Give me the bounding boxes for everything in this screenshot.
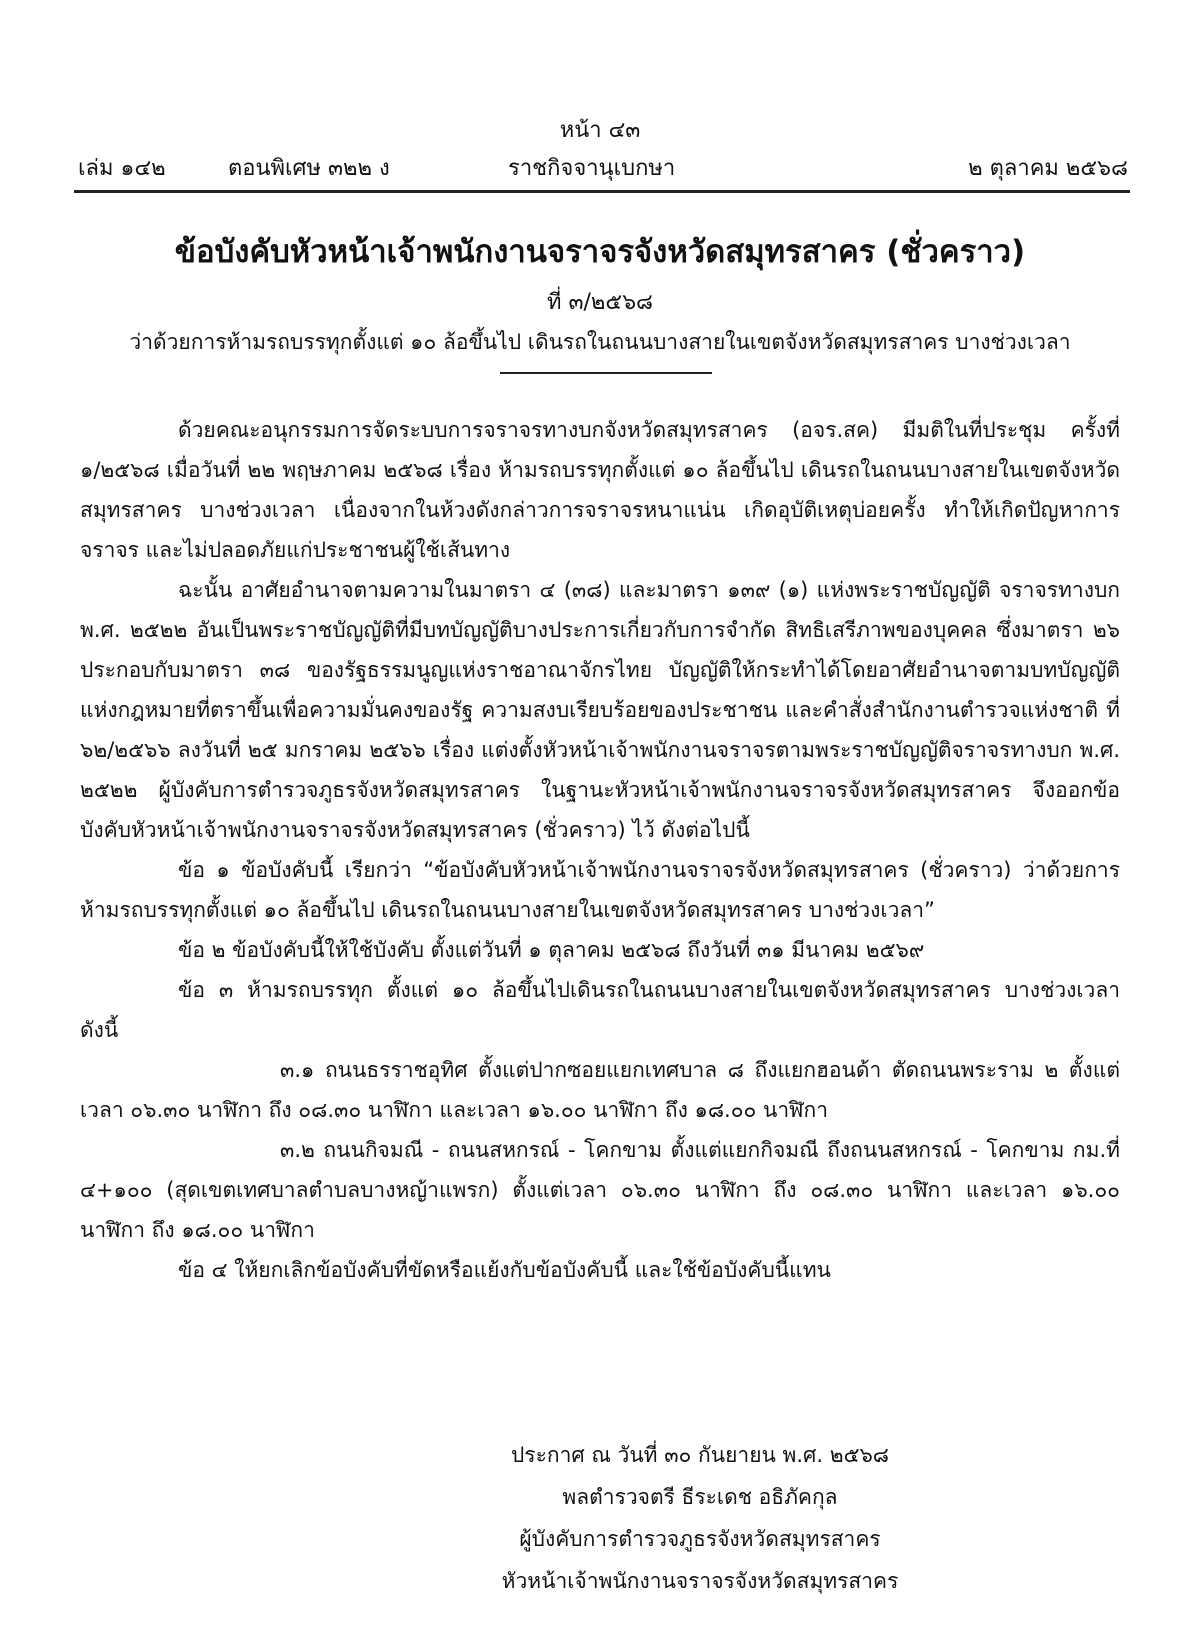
document-subject: ว่าด้วยการห้ามรถบรรทุกตั้งแต่ ๑๐ ล้อขึ้นไป เดินรถในถนนบางสายในเขตจังหวัดสมุทรสาคร บางช่วงเวลา xyxy=(129,330,1071,354)
clause-3: ข้อ ๓ ห้ามรถบรรทุก ตั้งแต่ ๑๐ ล้อขึ้นไปเดินรถในถนนบางสายในเขตจังหวัดสมุทรสาคร บางช่วงเวลา ดังนี้ xyxy=(80,978,1120,1042)
clause-1: ข้อ ๑ ข้อบังคับนี้ เรียกว่า “ข้อบังคับหัวหน้าเจ้าพนักงานจราจรจังหวัดสมุทรสาคร (ชั่วคราว) ว่าด้วยการห้ามรถบรรทุกตั้งแต่ ๑๐ ล้อขึ้นไป เดินรถในถนนบางสายในเขตจังหวัดสมุทรสาคร บางช่วงเวลา” xyxy=(80,858,1120,922)
signatory-position: ผู้บังคับการตำรวจภูธรจังหวัดสมุทรสาคร xyxy=(519,1527,881,1551)
clause-3-1: ๓.๑ ถนนธรราชอุทิศ ตั้งแต่ปากซอยแยกเทศบาล ๘ ถึงแยกฮอนด้า ตัดถนนพระราม ๒ ตั้งแต่เวลา ๐๖.๓๐ นาฬิกา ถึง ๐๘.๓๐ นาฬิกา และเวลา ๑๖.๐๐ นาฬิกา ถึง ๑๘.๐๐ นาฬิกา xyxy=(80,1058,1120,1122)
gazette-section: ตอนพิเศษ ๓๒๒ ง xyxy=(228,156,390,181)
announcement-date: ประกาศ ณ วันที่ ๓๐ กันยายน พ.ศ. ๒๕๖๘ xyxy=(510,1443,890,1467)
signature-block xyxy=(440,1434,960,1602)
paragraph-authority: ฉะนั้น อาศัยอำนาจตามความในมาตรา ๔ (๓๘) และมาตรา ๑๓๙ (๑) แห่งพระราชบัญญัติ จราจรทางบก พ.ศ. ๒๕๒๒ อันเป็นพระราชบัญญัติที่มีบทบัญญัติบางประการเกี่ยวกับการจำกัด สิทธิเสรีภาพของบุคคล ซึ่งมาตรา ๒๖ ประกอบกับมาตรา ๓๘ ของรัฐธรรมนูญแห่งราชอาณาจักรไทย บัญญัติให้กระทำได้โดยอาศัยอำนาจตามบทบัญญัติแห่งกฎหมายที่ตราขึ้นเพื่อความมั่นคงของรัฐ ความสงบเรียบร้อยของประชาชน และคำสั่งสำนักงานตำรวจแห่งชาติ ที่ ๖๒/๒๕๖๖ ลงวันที่ ๒๕ มกราคม ๒๕๖๖ เรื่อง แต่งตั้งหัวหน้าเจ้าพนักงานจราจรตามพระราชบัญญัติจราจรทางบก พ.ศ. ๒๕๒๒ ผู้บังคับการตำรวจภูธรจังหวัดสมุทรสาคร ในฐานะหัวหน้าเจ้าพนักงานจราจรจังหวัดสมุทรสาคร จึงออกข้อบังคับหัวหน้าเจ้าพนักงานจราจรจังหวัดสมุทรสาคร (ชั่วคราว) ไว้ ดังต่อไปนี้ xyxy=(80,578,1120,842)
paragraph-preamble: ด้วยคณะอนุกรรมการจัดระบบการจราจรทางบกจังหวัดสมุทรสาคร (อจร.สค) มีมติในที่ประชุม ครั้งที่ ๑/๒๕๖๘ เมื่อวันที่ ๒๒ พฤษภาคม ๒๕๖๘ เรื่อง ห้ามรถบรรทุกตั้งแต่ ๑๐ ล้อขึ้นไป เดินรถในถนนบางสายในเขตจังหวัดสมุทรสาคร บางช่วงเวลา เนื่องจากในห้วงดังกล่าวการจราจรหนาแน่น เกิดอุบัติเหตุบ่อยครั้ง ทำให้เกิดปัญหาการจราจร และไม่ปลอดภัยแก่ประชาชนผู้ใช้เส้นทาง xyxy=(80,418,1120,562)
gazette-name: ราชกิจจานุเบกษา xyxy=(508,156,676,181)
clause-3-2: ๓.๒ ถนนกิจมณี - ถนนสหกรณ์ - โคกขาม ตั้งแต่แยกกิจมณี ถึงถนนสหกรณ์ - โคกขาม กม.ที่ ๔+๑๐๐ (สุดเขตเทศบาลตำบลบางหญ้าแพรก) ตั้งแต่เวลา ๐๖.๓๐ นาฬิกา ถึง ๐๘.๓๐ นาฬิกา และเวลา ๑๖.๐๐ นาฬิกา ถึง ๑๘.๐๐ นาฬิกา xyxy=(80,1138,1120,1242)
signatory-role: หัวหน้าเจ้าพนักงานจราจรจังหวัดสมุทรสาคร xyxy=(501,1569,899,1593)
clause-4: ข้อ ๔ ให้ยกเลิกข้อบังคับที่ขัดหรือแย้งกับข้อบังคับนี้ และใช้ข้อบังคับนี้แทน xyxy=(178,1258,831,1282)
gazette-date: ๒ ตุลาคม ๒๕๖๘ xyxy=(968,156,1128,181)
clause-2: ข้อ ๒ ข้อบังคับนี้ให้ใช้บังคับ ตั้งแต่วันที่ ๑ ตุลาคม ๒๕๖๘ ถึงวันที่ ๓๑ มีนาคม ๒๕๖๙ xyxy=(178,938,925,962)
document-number: ที่ ๓/๒๕๖๘ xyxy=(546,290,654,315)
page-number: หน้า ๔๓ xyxy=(559,118,641,143)
header-divider xyxy=(74,190,1130,193)
document-title: ข้อบังคับหัวหน้าเจ้าพนักงานจราจรจังหวัดสมุทรสาคร (ชั่วคราว) xyxy=(174,234,1026,270)
title-divider xyxy=(500,372,712,374)
signatory-name: พลตำรวจตรี ธีระเดช อธิภัคกุล xyxy=(562,1485,838,1509)
document-body xyxy=(80,410,1120,1290)
gazette-volume: เล่ม ๑๔๒ xyxy=(78,156,166,181)
gazette-header xyxy=(78,150,1128,184)
